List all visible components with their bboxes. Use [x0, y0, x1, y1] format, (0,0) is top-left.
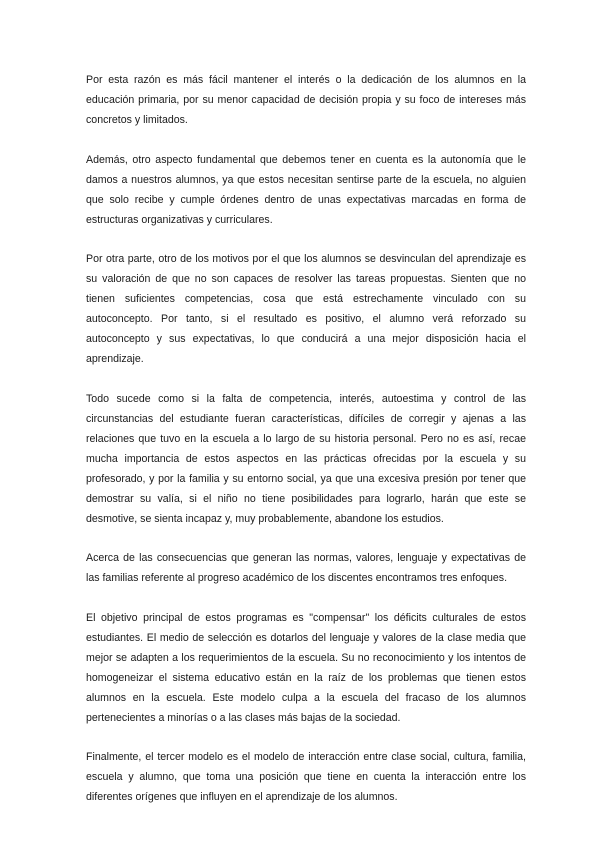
paragraph-4: Todo sucede como si la falta de competencia, interés, autoestima y control de las circunstancias del estudiante fueran características, difíciles de corregir y ajenas a las relaciones que tuvo en la escuela a lo largo de su historia personal. Pero no es así, recae mucha importancia de estos aspectos en las prácticas ofrecidas por la escuela y su profesorado, y por la familia y su entorno social, ya que una excesiva presión por tener que demostrar su valía, si el niño no tiene posibilidades para lograrlo, harán que este se desmotive, se sienta incapaz y, muy probablemente, abandone los estudios. — [86, 392, 526, 525]
paragraph-1: Por esta razón es más fácil mantener el interés o la dedicación de los alumnos en la educación primaria, por su menor capacidad de decisión propia y su foco de intereses más concretos y limitados. — [86, 74, 526, 126]
paragraph-6: El objetivo principal de estos programas es "compensar" los déficits culturales de estos estudiantes. El medio de selección es dotarlos del lenguaje y valores de la clase media que mejor se adapten a los requerimientos de la escuela. Su no reconocimiento y los intentos de homogeneizar el sistema educativo están en la raíz de los problemas que tienen estos alumnos en la escuela. Este modelo culpa a la escuela del fracaso de los alumnos pertenecientes a minorías o a las clases más bajas de la sociedad. — [86, 611, 526, 724]
paragraph-5: Acerca de las consecuencias que generan las normas, valores, lenguaje y expectativas de las familias referente al progreso académico de los discentes encontramos tres enfoques. — [86, 552, 526, 584]
document-body — [86, 70, 526, 827]
paragraph-2: Además, otro aspecto fundamental que debemos tener en cuenta es la autonomía que le damos a nuestros alumnos, ya que estos necesitan sentirse parte de la escuela, no alguien que solo recibe y cumple órdenes dentro de unas expectativas marcadas en forma de estructuras organizativas y curriculares. — [86, 153, 526, 226]
paragraph-3: Por otra parte, otro de los motivos por el que los alumnos se desvinculan del aprendizaje es su valoración de que no son capaces de resolver las tareas propuestas. Sienten que no tienen suficientes competencias, cosa que está estrechamente vinculado con su autoconcepto. Por tanto, si el resultado es positivo, el alumno verá reforzado su autoconcepto y sus expectativas, lo que conducirá a una mejor disposición hacia el aprendizaje. — [86, 253, 526, 365]
paragraph-7: Finalmente, el tercer modelo es el modelo de interacción entre clase social, cultura, familia, escuela y alumno, que toma una posición que tiene en cuenta la interacción entre los diferentes orígenes que influyen en el aprendizaje de los alumnos. — [86, 751, 526, 803]
